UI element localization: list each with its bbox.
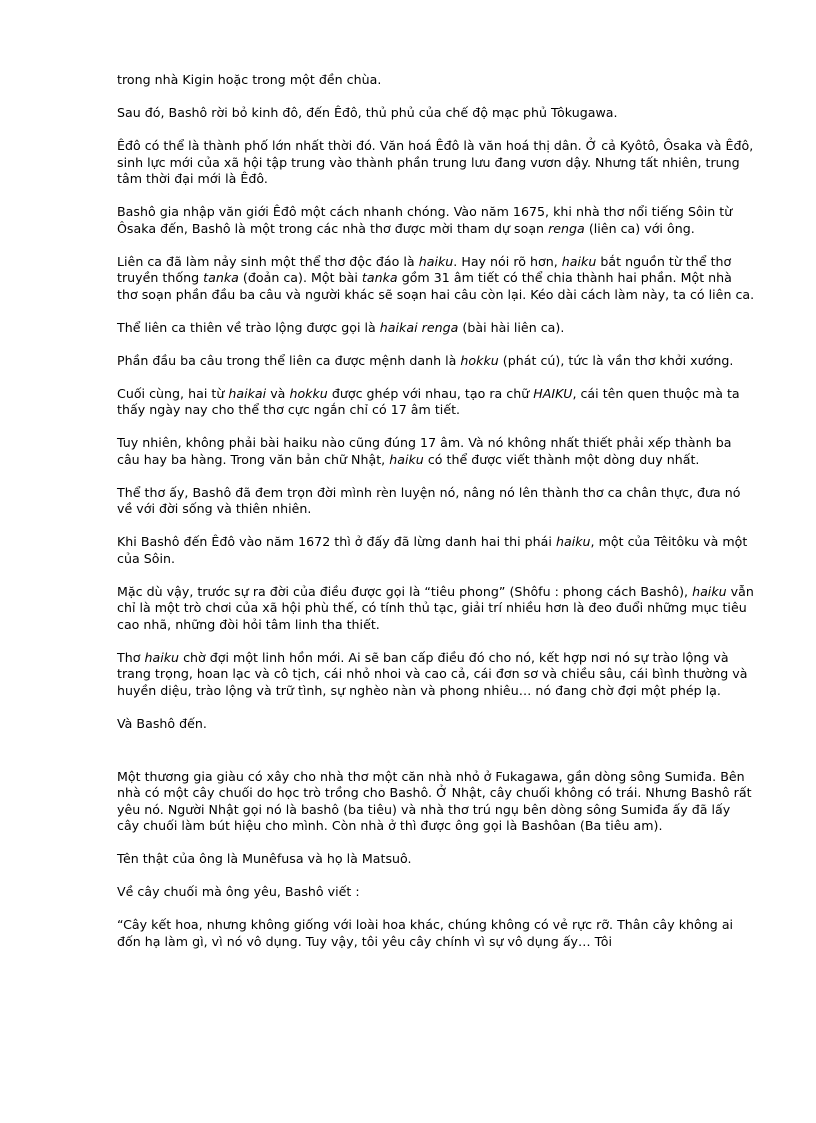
paragraph — [117, 851, 756, 868]
text-run: Sau đó, Bashô rời bỏ kinh đô, đến Êđô, thủ phủ của chế độ mạc phủ Tôkugawa. — [117, 105, 618, 120]
italic-term: haiku — [555, 534, 591, 549]
text-run: Khi Bashô đến Êđô vào năm 1672 thì ở đấy đã lừng danh hai thi phái — [117, 534, 556, 549]
text-run: vẫn chỉ là một trò chơi của xã hội phù thế, có tính thủ tạc, giải trí nhiều hơn là đeo đuổi những mục tiêu cao nhã, những đòi hỏi tâm linh tha thiết. — [117, 583, 754, 632]
paragraph — [117, 716, 756, 733]
text-run: Thơ — [117, 649, 145, 665]
text-run: Về cây chuối mà ông yêu, Bashô viết : — [117, 884, 360, 899]
text-run: . Hay nói rõ hơn, — [453, 253, 562, 269]
italic-term: haiku — [418, 253, 454, 269]
text-run: (phát cú), tức là vần thơ khởi xướng. — [498, 352, 734, 368]
text-run: (liên ca) với ông. — [584, 220, 695, 236]
text-run: có thể được viết thành một dòng duy nhất. — [423, 451, 700, 467]
paragraph — [117, 769, 756, 835]
text-run: được ghép với nhau, tạo ra chữ — [327, 385, 534, 401]
text-run: (bài hài liên ca). — [458, 319, 565, 335]
paragraph — [117, 254, 756, 304]
italic-term: tanka — [361, 270, 398, 285]
paragraph — [117, 204, 756, 237]
italic-term: haiku — [692, 583, 727, 599]
text-run: Một thương gia giàu có xây cho nhà thơ một căn nhà nhỏ ở Fukagawa, gần dòng sông Sumiđa. Bên nhà có một cây chuối do học trò trồng cho Bashô. Ở Nhật, cây chuối không có trái. Nhưng Bashô rất yêu nó. Người Nhật gọi nó là bashô (ba tiêu) và nhà thơ trú ngụ bên dòng sông Sumiđa ấy đã lấy cây chuối làm bút hiệu cho mình. Còn nhà ở thì được ông gọi là Bashôan (Ba tiêu am). — [117, 768, 752, 833]
text-run: Thể thơ ấy, Bashô đã đem trọn đời mình rèn luyện nó, nâng nó lên thành thơ ca chân thực, đưa nó về với đời sống và thiên nhiên. — [117, 484, 741, 516]
section-break — [117, 749, 756, 769]
text-run: , một của Têitôku và một của Sôin. — [117, 534, 748, 566]
text-run: , cái tên quen thuộc mà ta thấy ngày nay cho thể thơ cực ngắn chỉ có 17 âm tiết. — [117, 385, 740, 417]
italic-term: hokku — [460, 352, 499, 368]
italic-term: haikai renga — [379, 319, 459, 335]
italic-term: haikai — [228, 385, 267, 401]
italic-term: haiku — [144, 649, 180, 665]
text-run: và — [266, 385, 290, 401]
paragraph — [117, 485, 756, 518]
paragraph — [117, 584, 756, 634]
italic-term: haiku — [389, 451, 424, 467]
document-body — [117, 72, 756, 950]
text-run: Liên ca đã làm nảy sinh một thể thơ độc đáo là — [117, 253, 419, 269]
text-run: Thể liên ca thiên về trào lộng được gọi là — [117, 319, 380, 335]
text-run: bắt nguồn từ thể thơ truyền thống — [117, 253, 732, 285]
paragraph — [117, 884, 756, 901]
paragraph — [117, 534, 756, 567]
italic-term: haiku — [561, 253, 597, 269]
paragraph — [117, 72, 756, 89]
text-run: Mặc dù vậy, trước sự ra đời của điều được gọi là “tiêu phong” (Shôfu : phong cách Bashô), — [117, 583, 693, 599]
italic-term: hokku — [289, 385, 328, 401]
text-run: trong nhà Kigin hoặc trong một đền chùa. — [117, 72, 382, 87]
paragraph — [117, 435, 756, 468]
text-run: Tên thật của ông là Munêfusa và họ là Matsuô. — [117, 851, 412, 866]
text-run: Êđô có thể là thành phố lớn nhất thời đó. Văn hoá Êđô là văn hoá thị dân. Ở cả Kyôtô, Ôsaka và Êđô, sinh lực mới của xã hội tập trung vào thành phần trung lưu đang vươn dậy. Nhưng tất nhiên, trung tâm thời đại mới là Êđô. — [117, 138, 754, 186]
text-run: Phần đầu ba câu trong thể liên ca được mệnh danh là — [117, 352, 461, 368]
text-run: Tuy nhiên, không phải bài haiku nào cũng đúng 17 âm. Và nó không nhất thiết phải xếp thành ba câu hay ba hàng. Trong văn bản chữ Nhật, — [117, 435, 732, 467]
paragraph — [117, 353, 756, 370]
text-run: Và Bashô đến. — [117, 715, 207, 731]
paragraph — [117, 650, 756, 700]
text-run: Cuối cùng, hai từ — [117, 385, 229, 401]
text-run: gồm 31 âm tiết có thể chia thành hai phần. Một nhà thơ soạn phần đầu ba câu và người khác sẽ soạn hai câu còn lại. Kéo dài cách làm này, ta có liên ca. — [117, 270, 755, 302]
paragraph — [117, 138, 756, 188]
italic-term: HAIKU — [533, 385, 573, 401]
text-run: chờ đợi một linh hồn mới. Ai sẽ ban cấp điều đó cho nó, kết hợp nơi nó sự trào lộng và trang trọng, hoan lạc và cô tịch, cái nhỏ nhoi và cao cả, cái đơn sơ và chiều sâu, cái bình thường và huyền diệu, trào lộng và trữ tình, sự nghèo nàn và phong nhiêu… nó đang chờ đợi một phép lạ. — [117, 649, 748, 698]
italic-term: tanka — [203, 270, 239, 285]
paragraph — [117, 105, 756, 122]
italic-term: renga — [548, 220, 585, 236]
text-run: (đoản ca). Một bài — [238, 270, 362, 285]
paragraph — [117, 917, 756, 950]
text-run: “Cây kết hoa, nhưng không giống với loài hoa khác, chúng không có vẻ rực rỡ. Thân cây không ai đốn hạ làm gì, vì nó vô dụng. Tuy vậy, tôi yêu cây chính vì sự vô dụng ấy… Tôi — [117, 917, 734, 949]
paragraph — [117, 320, 756, 337]
paragraph — [117, 386, 756, 419]
text-run: Bashô gia nhập văn giới Êđô một cách nhanh chóng. Vào năm 1675, khi nhà thơ nổi tiếng Sôin từ Ôsaka đến, Bashô là một trong các nhà thơ được mời tham dự soạn — [117, 204, 733, 236]
